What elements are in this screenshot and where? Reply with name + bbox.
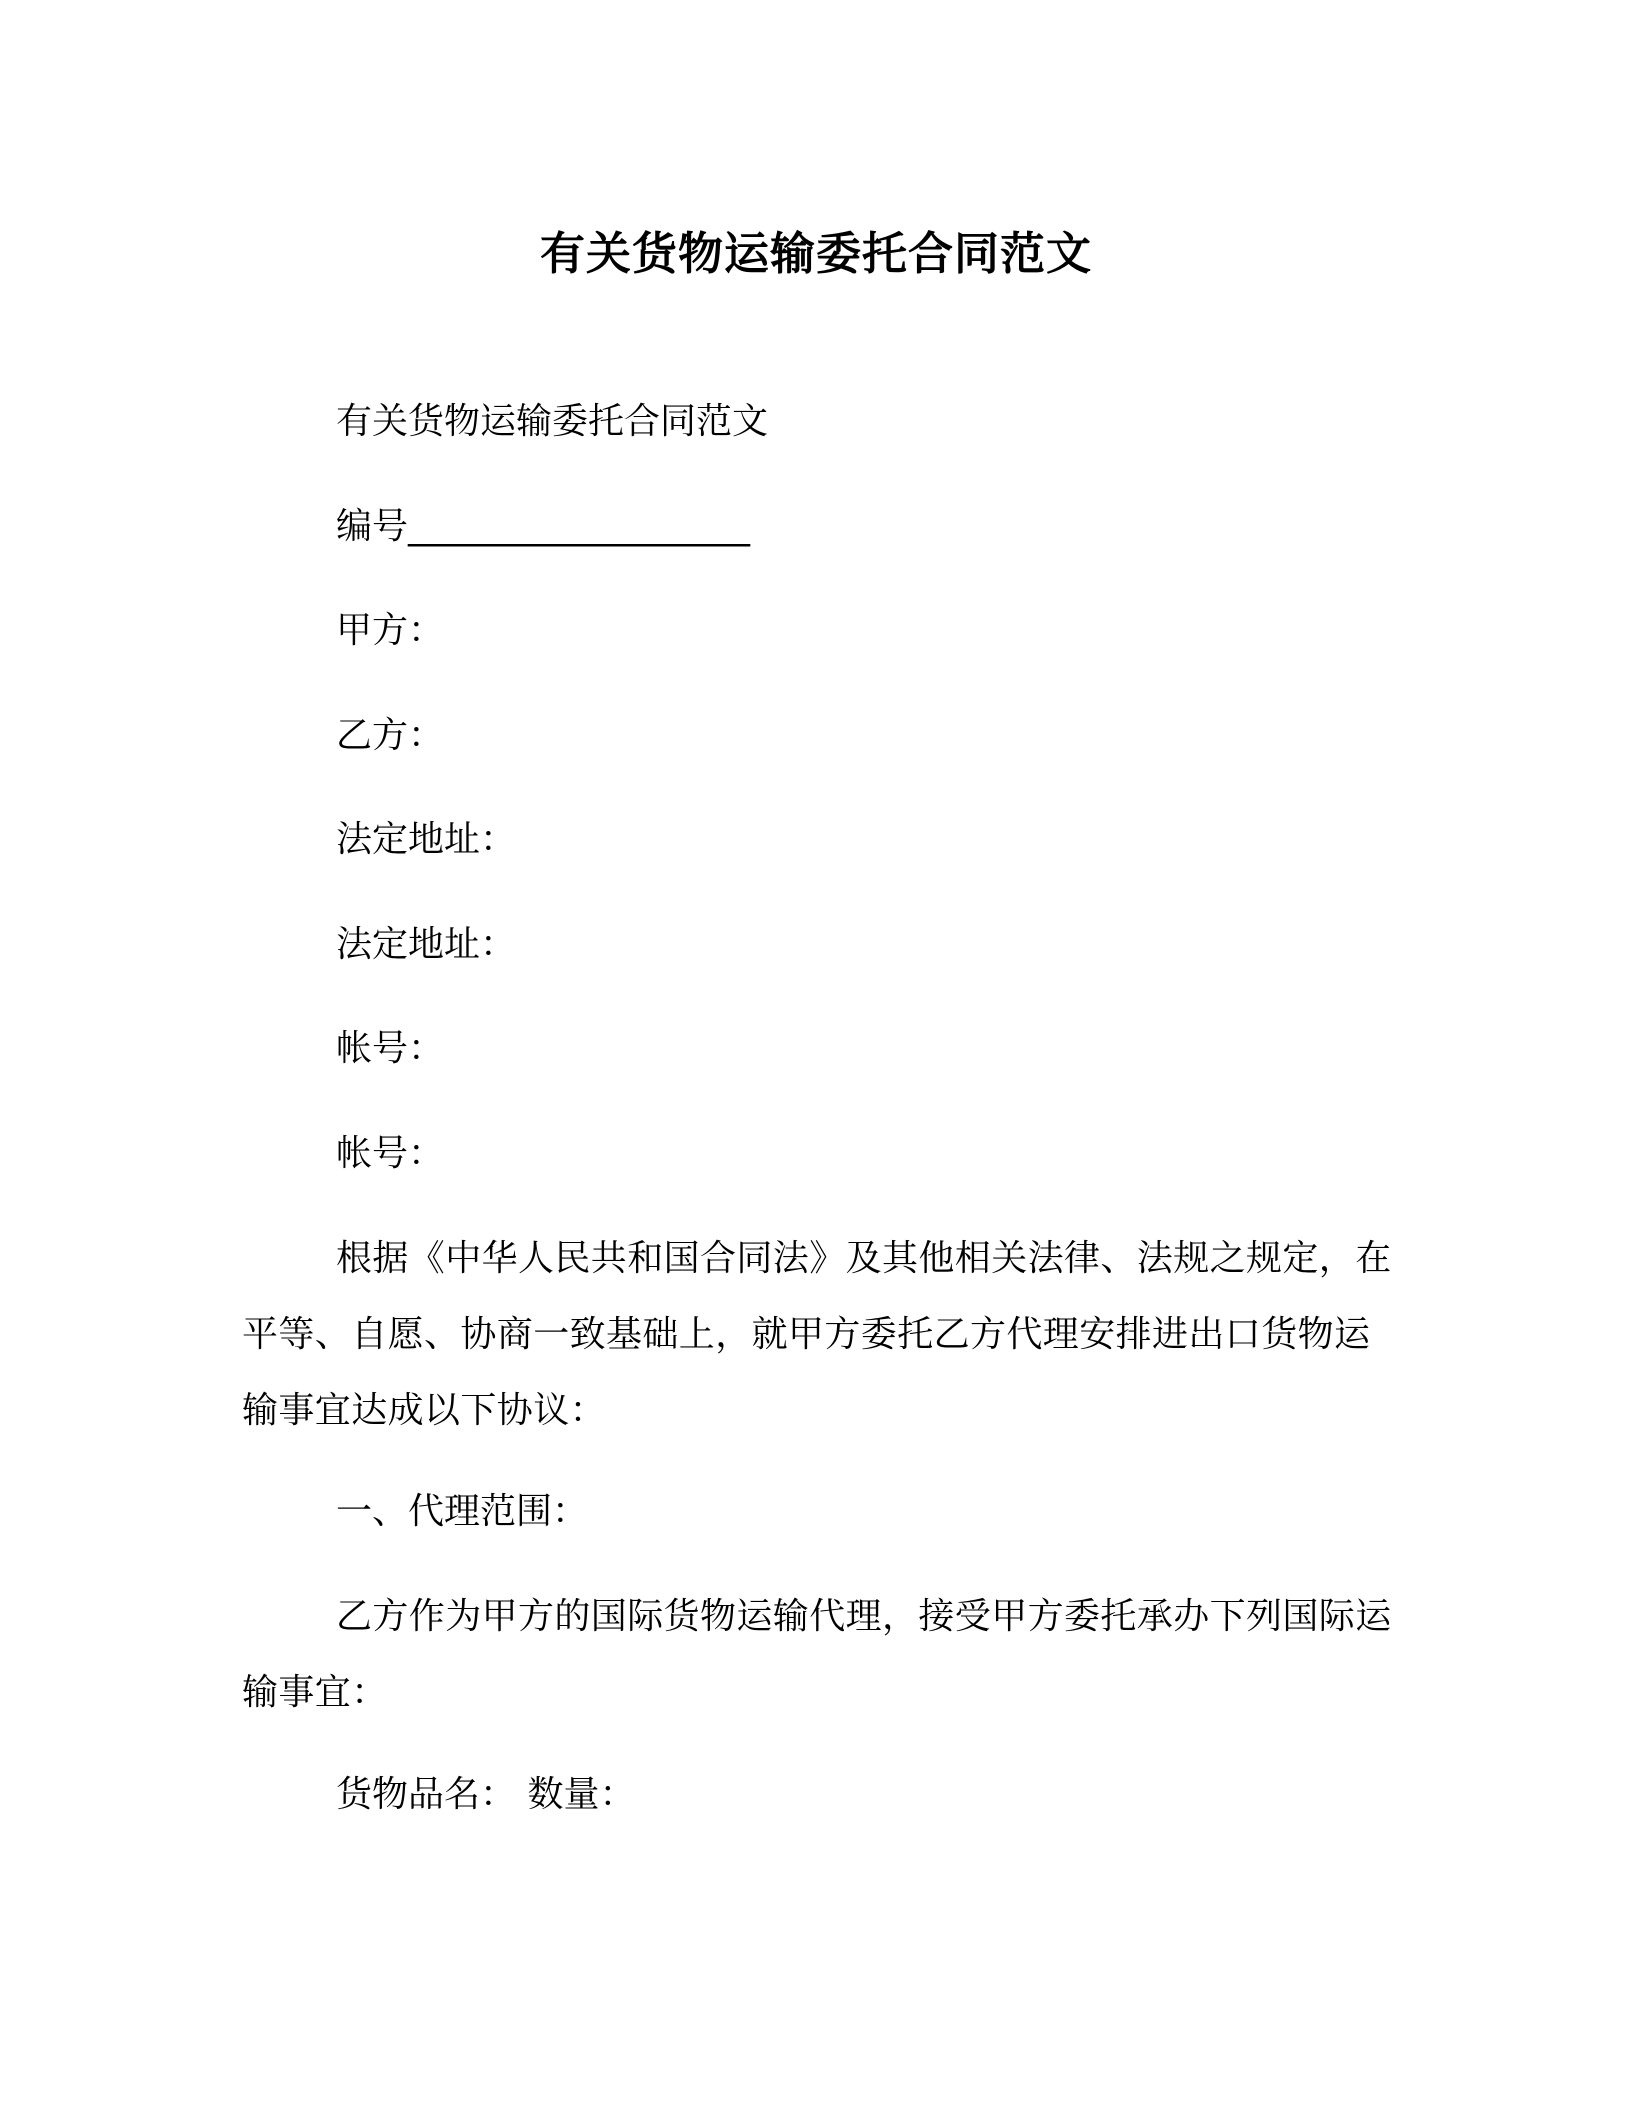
account-label-2: 帐号： (336, 1133, 445, 1174)
intro-paragraph: 根据《中华人民共和国合同法》及其他相关法律、法规之规定，在平等、自愿、协商一致基础上，就甲方委托乙方代理安排进出口货物运输事宜达成以下协议： (242, 1238, 1392, 1431)
goods-line: 货物品名： 数量： (336, 1774, 636, 1815)
party-a-label: 甲方： (336, 610, 445, 651)
section-1-heading: 一、代理范围： (336, 1491, 589, 1532)
section-1-paragraph: 乙方作为甲方的国际货物运输代理，接受甲方委托承办下列国际运输事宜： (242, 1596, 1392, 1713)
document-subtitle: 有关货物运输委托合同范文 (336, 401, 769, 442)
document-title: 有关货物运输委托合同范文 (539, 227, 1092, 280)
legal-address-label-1: 法定地址： (336, 819, 517, 860)
account-label-1: 帐号： (336, 1028, 445, 1069)
party-b-label: 乙方： (336, 715, 445, 756)
contract-number-line: 编号___________________ (336, 506, 751, 547)
legal-address-label-2: 法定地址： (336, 924, 517, 965)
